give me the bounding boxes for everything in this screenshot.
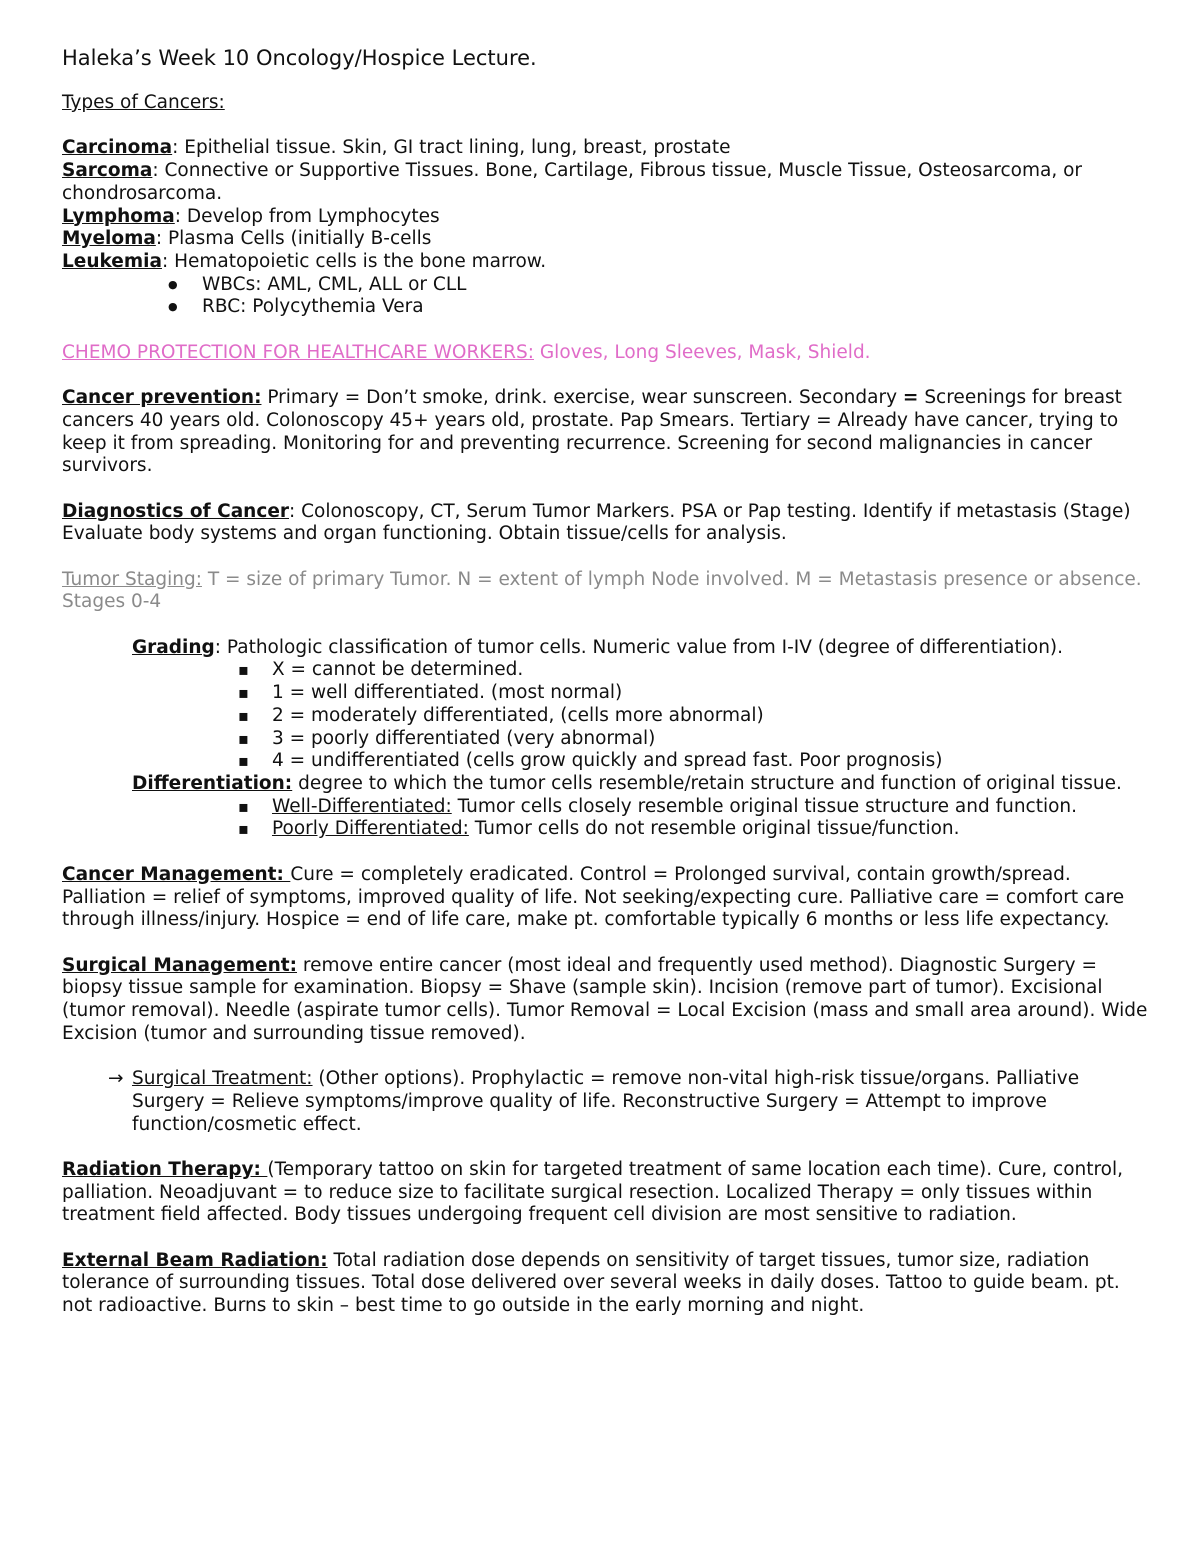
well-differentiated-text: Tumor cells closely resemble original tissue structure and function.	[451, 795, 1078, 817]
list-item: ▪ 3 = poorly differentiated (very abnormal)	[62, 728, 1152, 751]
myeloma-term: Myeloma	[62, 228, 156, 250]
list-item: ▪ 2 = moderately differentiated, (cells more abnormal)	[62, 705, 1152, 728]
leukemia-term: Leukemia	[62, 250, 162, 272]
lymphoma-line	[62, 206, 1152, 229]
staging-heading: Tumor Staging:	[62, 568, 202, 590]
list-item	[62, 796, 1152, 819]
list-item	[62, 818, 1152, 841]
sarcoma-text: : Connective or Supportive Tissues. Bone, Cartilage, Fibrous tissue, Muscle Tissue, Osteosarcoma, or chondrosarcoma.	[62, 160, 1083, 204]
chemo-protection-line	[62, 342, 1152, 365]
arrow-bullet-icon: →	[108, 1068, 124, 1090]
surgical-text: remove entire cancer (most ideal and frequently used method). Diagnostic Surgery = biopsy tissue sample for examination. Biopsy = Shave (sample skin). Incision (remove part of tumor). Excisional (tumor removal). Needle (aspirate tumor cells). Tumor Removal = Local Excision (mass and small area around). Wide Excision (tumor and surrounding tissue removed).	[62, 954, 1148, 1044]
differentiation-list	[62, 796, 1152, 841]
differentiation-heading: Differentiation:	[132, 773, 293, 794]
leukemia-list	[62, 274, 1152, 319]
chemo-text: Gloves, Long Sleeves, Mask, Shield.	[533, 341, 871, 363]
management-text: Cure = completely eradicated. Control = Prolonged survival, contain growth/spread. Palliation = relief of symptoms, improved quality of life. Not seeking/expecting cure. Palliative care = comfort care through illness/injury. Hospice = end of life care, make pt. comfortable typically 6 months or less life expectancy.	[62, 863, 1125, 931]
diagnostics-text: : Colonoscopy, CT, Serum Tumor Markers. PSA or Pap testing. Identify if metastasis (Stage) Evaluate body systems and organ functioning. Obtain tissue/cells for analysis.	[62, 500, 1131, 545]
document-title: Haleka’s Week 10 Oncology/Hospice Lecture.	[62, 46, 537, 70]
list-item: ● WBCs: AML, CML, ALL or CLL	[62, 274, 1152, 297]
prevention-text-a: Primary = Don’t smoke, drink. exercise, wear sunscreen. Secondary	[261, 387, 903, 409]
prevention-heading: Cancer prevention:	[62, 387, 262, 409]
surgical-treatment-heading: Surgical Treatment:	[132, 1068, 313, 1090]
carcinoma-text: : Epithelial tissue. Skin, GI tract lining, lung, breast, prostate	[172, 137, 731, 159]
poorly-differentiated-text: Tumor cells do not resemble original tissue/function.	[468, 818, 960, 840]
carcinoma-line	[62, 137, 1152, 160]
diagnostics-heading: Diagnostics of Cancer	[62, 500, 289, 522]
sarcoma-term: Sarcoma	[62, 160, 153, 182]
management-paragraph	[62, 864, 1152, 932]
lymphoma-term: Lymphoma	[62, 205, 175, 227]
grading-paragraph	[62, 637, 1152, 660]
surgical-heading: Surgical Management:	[62, 954, 298, 976]
grading-text: : Pathologic classification of tumor cells. Numeric value from I-IV (degree of differentiation).	[214, 636, 1064, 658]
diagnostics-paragraph	[62, 501, 1152, 546]
differentiation-paragraph	[62, 773, 1152, 796]
grading-heading: Grading	[132, 636, 215, 658]
radiation-text: (Temporary tattoo on skin for targeted treatment of same location each time). Cure, control, palliation. Neoadjuvant = to reduce size to facilitate surgical resection. Localized Therapy = only tissues within treatment field affected. Body tissues undergoing frequent cell division are most sensitive to radiation.	[62, 1158, 1124, 1226]
external-beam-heading: External Beam Radiation:	[62, 1249, 328, 1271]
radiation-heading: Radiation Therapy:	[62, 1158, 268, 1180]
myeloma-line	[62, 228, 1152, 251]
surgical-treatment-text: (Other options). Prophylactic = remove non-vital high-risk tissue/organs. Palliative Surgery = Relieve symptoms/improve quality of life. Reconstructive Surgery = Attempt to improve function/cosmetic effect.	[132, 1068, 1080, 1135]
staging-text: T = size of primary Tumor. N = extent of lymph Node involved. M = Metastasis presence or absence. Stages 0-4	[62, 568, 1142, 613]
prevention-equals: =	[902, 387, 919, 409]
list-item: ▪ 4 = undifferentiated (cells grow quickly and spread fast. Poor prognosis)	[62, 750, 1152, 773]
myeloma-text: : Plasma Cells (initially B-cells	[155, 228, 432, 250]
types-heading: Types of Cancers:	[62, 92, 225, 113]
sarcoma-line	[62, 160, 1152, 205]
external-beam-text: Total radiation dose depends on sensitivity of target tissues, tumor size, radiation tolerance of surrounding tissues. Total dose delivered over several weeks in daily doses. Tattoo to guide beam. pt. not radioactive. Burns to skin – best time to go outside in the early morning and night.	[62, 1249, 1120, 1317]
external-beam-paragraph	[62, 1250, 1152, 1318]
list-item: ▪ 1 = well differentiated. (most normal)	[62, 682, 1152, 705]
prevention-text-b: Screenings for breast cancers 40 years old. Colonoscopy 45+ years old, prostate. Pap Smears. Tertiary = Already have cancer, trying to keep it from spreading. Monitoring for and preventing recurrence. Screening for second malignancies in cancer survivors.	[62, 387, 1122, 477]
list-item: ▪ X = cannot be determined.	[62, 659, 1152, 682]
grading-list	[62, 659, 1152, 773]
surgical-treatment-paragraph	[62, 1068, 1152, 1136]
list-item: ● RBC: Polycythemia Vera	[62, 296, 1152, 319]
carcinoma-term: Carcinoma	[62, 137, 173, 159]
surgical-paragraph	[62, 955, 1152, 1046]
management-heading: Cancer Management:	[62, 863, 291, 885]
differentiation-text: degree to which the tumor cells resemble/retain structure and function of original tissue.	[292, 773, 1122, 794]
well-differentiated-term: Well-Differentiated:	[272, 795, 452, 817]
radiation-paragraph	[62, 1159, 1152, 1227]
lymphoma-text: : Develop from Lymphocytes	[174, 205, 440, 227]
poorly-differentiated-term: Poorly Differentiated:	[272, 818, 469, 840]
staging-paragraph	[62, 569, 1152, 614]
prevention-paragraph	[62, 387, 1152, 478]
chemo-heading: CHEMO PROTECTION FOR HEALTHCARE WORKERS:	[62, 341, 534, 363]
document-page	[62, 44, 1152, 1318]
leukemia-text: : Hematopoietic cells is the bone marrow.	[161, 250, 547, 272]
leukemia-line	[62, 251, 1152, 274]
